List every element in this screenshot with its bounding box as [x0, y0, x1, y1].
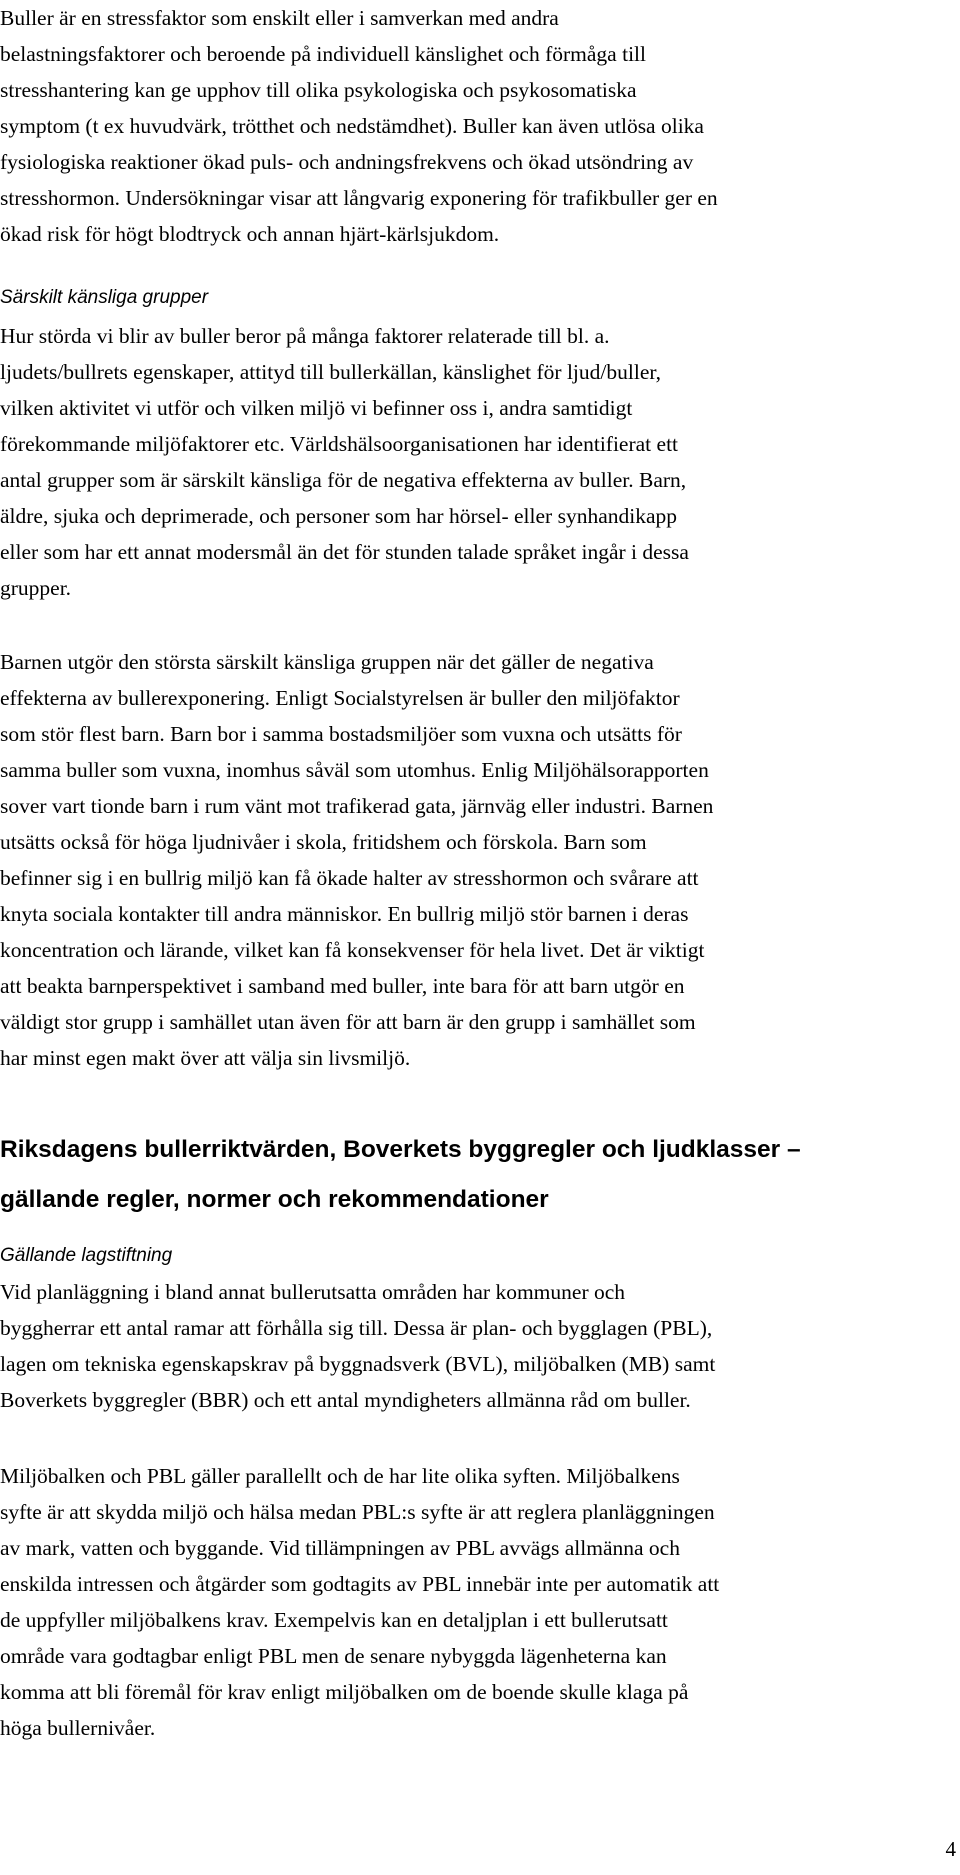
text-line: att beakta barnperspektivet i samband med buller, inte bara för att barn utgör en	[0, 974, 685, 998]
text-line: syfte är att skydda miljö och hälsa medan PBL:s syfte är att reglera planläggningen	[0, 1500, 715, 1524]
section-heading-legislation: Gällande lagstiftning	[0, 1245, 173, 1266]
text-line: byggherrar ett antal ramar att förhålla sig till. Dessa är plan- och bygglagen (PBL),	[0, 1316, 713, 1340]
text-line: sover vart tionde barn i rum vänt mot trafikerad gata, järnväg eller industri. Barnen	[0, 794, 714, 818]
text-line: ljudets/bullrets egenskaper, attityd till bullerkällan, känslighet för ljud/buller,	[0, 360, 662, 384]
text-line: de uppfyller miljöbalkens krav. Exempelvis kan en detaljplan i ett bullerutsatt	[0, 1608, 668, 1632]
text-line: område vara godtagbar enligt PBL men de senare nybyggda lägenheterna kan	[0, 1644, 667, 1668]
heading-line: gällande regler, normer och rekommendationer	[0, 1186, 549, 1213]
page-number: 4	[945, 1837, 956, 1861]
text-line: Vid planläggning i bland annat bullerutsatta områden har kommuner och	[0, 1280, 626, 1304]
text-line: av mark, vatten och byggande. Vid tillämpningen av PBL avvägs allmänna och	[0, 1536, 680, 1560]
text-line: ökad risk för högt blodtryck och annan hjärt-kärlsjukdom.	[0, 222, 500, 246]
text-line: Boverkets byggregler (BBR) och ett antal myndigheters allmänna råd om buller.	[0, 1388, 691, 1412]
text-line: komma att bli föremål för krav enligt miljöbalken om de boende skulle klaga på	[0, 1680, 689, 1704]
section-heading-sensitive-groups: Särskilt känsliga grupper	[0, 287, 209, 308]
text-line: symptom (t ex huvudvärk, trötthet och nedstämdhet). Buller kan även utlösa olika	[0, 114, 704, 138]
text-line: enskilda intressen och åtgärder som godtagits av PBL innebär inte per automatik att	[0, 1572, 720, 1596]
text-line: fysiologiska reaktioner ökad puls- och andningsfrekvens och ökad utsöndring av	[0, 150, 694, 174]
text-line: antal grupper som är särskilt känsliga för de negativa effekterna av buller. Barn,	[0, 468, 687, 492]
text-line: förekommande miljöfaktorer etc. Världshälsoorganisationen har identifierat ett	[0, 432, 679, 456]
text-line: lagen om tekniska egenskapskrav på byggnadsverk (BVL), miljöbalken (MB) samt	[0, 1352, 716, 1376]
text-line: eller som har ett annat modersmål än det för stunden talade språket ingår i dessa	[0, 540, 689, 564]
text-line: Buller är en stressfaktor som enskilt eller i samverkan med andra	[0, 6, 559, 30]
text-line: har minst egen makt över att välja sin livsmiljö.	[0, 1046, 411, 1070]
text-line: Hur störda vi blir av buller beror på många faktorer relaterade till bl. a.	[0, 324, 610, 348]
text-line: äldre, sjuka och deprimerade, och personer som har hörsel- eller synhandikapp	[0, 504, 678, 528]
text-line: stresshantering kan ge upphov till olika psykologiska och psykosomatiska	[0, 78, 637, 102]
intro-paragraph	[0, 0, 952, 252]
text-line: samma buller som vuxna, inomhus såväl som utomhus. Enlig Miljöhälsorapporten	[0, 758, 709, 782]
legislation-paragraph-1	[0, 1274, 952, 1418]
legislation-paragraph-2	[0, 1458, 952, 1746]
text-line: koncentration och lärande, vilket kan få konsekvenser för hela livet. Det är viktigt	[0, 938, 705, 962]
text-line: Miljöbalken och PBL gäller parallellt och de har lite olika syften. Miljöbalkens	[0, 1464, 680, 1488]
text-line: som stör flest barn. Barn bor i samma bostadsmiljöer som vuxna och utsätts för	[0, 722, 682, 746]
text-line: väldigt stor grupp i samhället utan även för att barn är den grupp i samhället som	[0, 1010, 696, 1034]
text-line: belastningsfaktorer och beroende på individuell känslighet och förmåga till	[0, 42, 646, 66]
text-line: stresshormon. Undersökningar visar att långvarig exponering för trafikbuller ger en	[0, 186, 718, 210]
text-line: knyta sociala kontakter till andra människor. En bullrig miljö stör barnen i deras	[0, 902, 689, 926]
sensitive-groups-paragraph-2	[0, 644, 952, 1076]
text-line: Barnen utgör den största särskilt känsliga gruppen när det gäller de negativa	[0, 650, 654, 674]
sensitive-groups-paragraph-1	[0, 318, 952, 606]
text-line: effekterna av bullerexponering. Enligt Socialstyrelsen är buller den miljöfaktor	[0, 686, 680, 710]
heading-line: Riksdagens bullerriktvärden, Boverkets byggregler och ljudklasser –	[0, 1136, 801, 1163]
text-line: höga bullernivåer.	[0, 1716, 156, 1740]
text-line: befinner sig i en bullrig miljö kan få ökade halter av stresshormon och svårare att	[0, 866, 699, 890]
text-line: grupper.	[0, 576, 72, 600]
text-line: utsätts också för höga ljudnivåer i skola, fritidshem och förskola. Barn som	[0, 830, 647, 854]
text-line: vilken aktivitet vi utför och vilken miljö vi befinner oss i, andra samtidigt	[0, 396, 633, 420]
section-heading-riksdagen	[0, 1125, 801, 1225]
